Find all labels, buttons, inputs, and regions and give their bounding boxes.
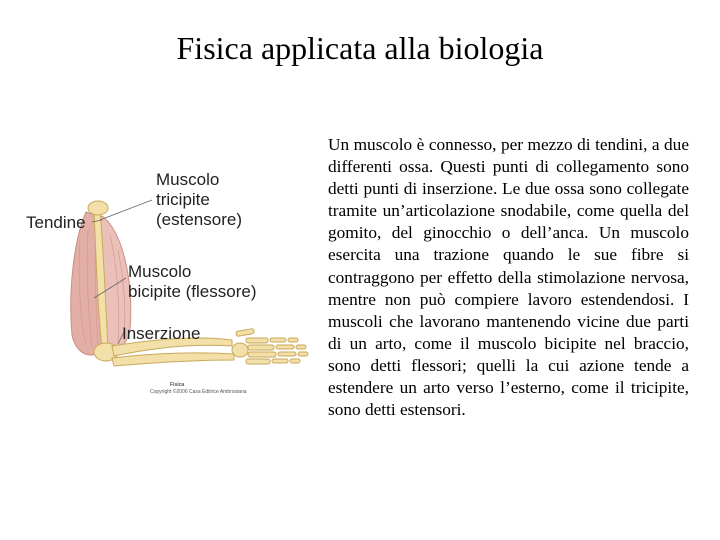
figure-credit-title: Fisica bbox=[170, 382, 185, 388]
biceps-label: Muscolo bicipite (flessore) bbox=[128, 262, 257, 301]
triceps-label: Muscolo tricipite (estensore) bbox=[156, 170, 242, 229]
explanation-paragraph: Un muscolo è connesso, per mezzo di tendini, a due differenti ossa. Questi punti di collegamento sono detti punti di inserzione. Le due ossa sono collegate tramite un’articolazione snodabile, come quella del gomito, del ginocchio o dell’anca. Un muscolo esercita una trazione quando le sue fibre si contraggono per effetto della stimolazione nervosa, mentre non può compiere lavoro estendendosi. I muscoli che lavorano mantenendo vicine due parti di un arto, come il muscolo bicipite nel braccio, sono detti flessori; quelli la cui azione tende a estendere un arto verso l’esterno, come il tricipite, sono detti estensori. bbox=[328, 135, 689, 420]
figure-credit-line: Copyright ©2006 Casa Editrice Ambrosiana bbox=[150, 389, 247, 395]
arm-muscle-illustration bbox=[22, 160, 318, 410]
slide-title: Fisica applicata alla biologia bbox=[176, 30, 544, 66]
ulna-bone bbox=[112, 353, 234, 366]
insertion-label: Inserzione bbox=[122, 324, 201, 343]
tendon-label: Tendine bbox=[26, 213, 86, 232]
